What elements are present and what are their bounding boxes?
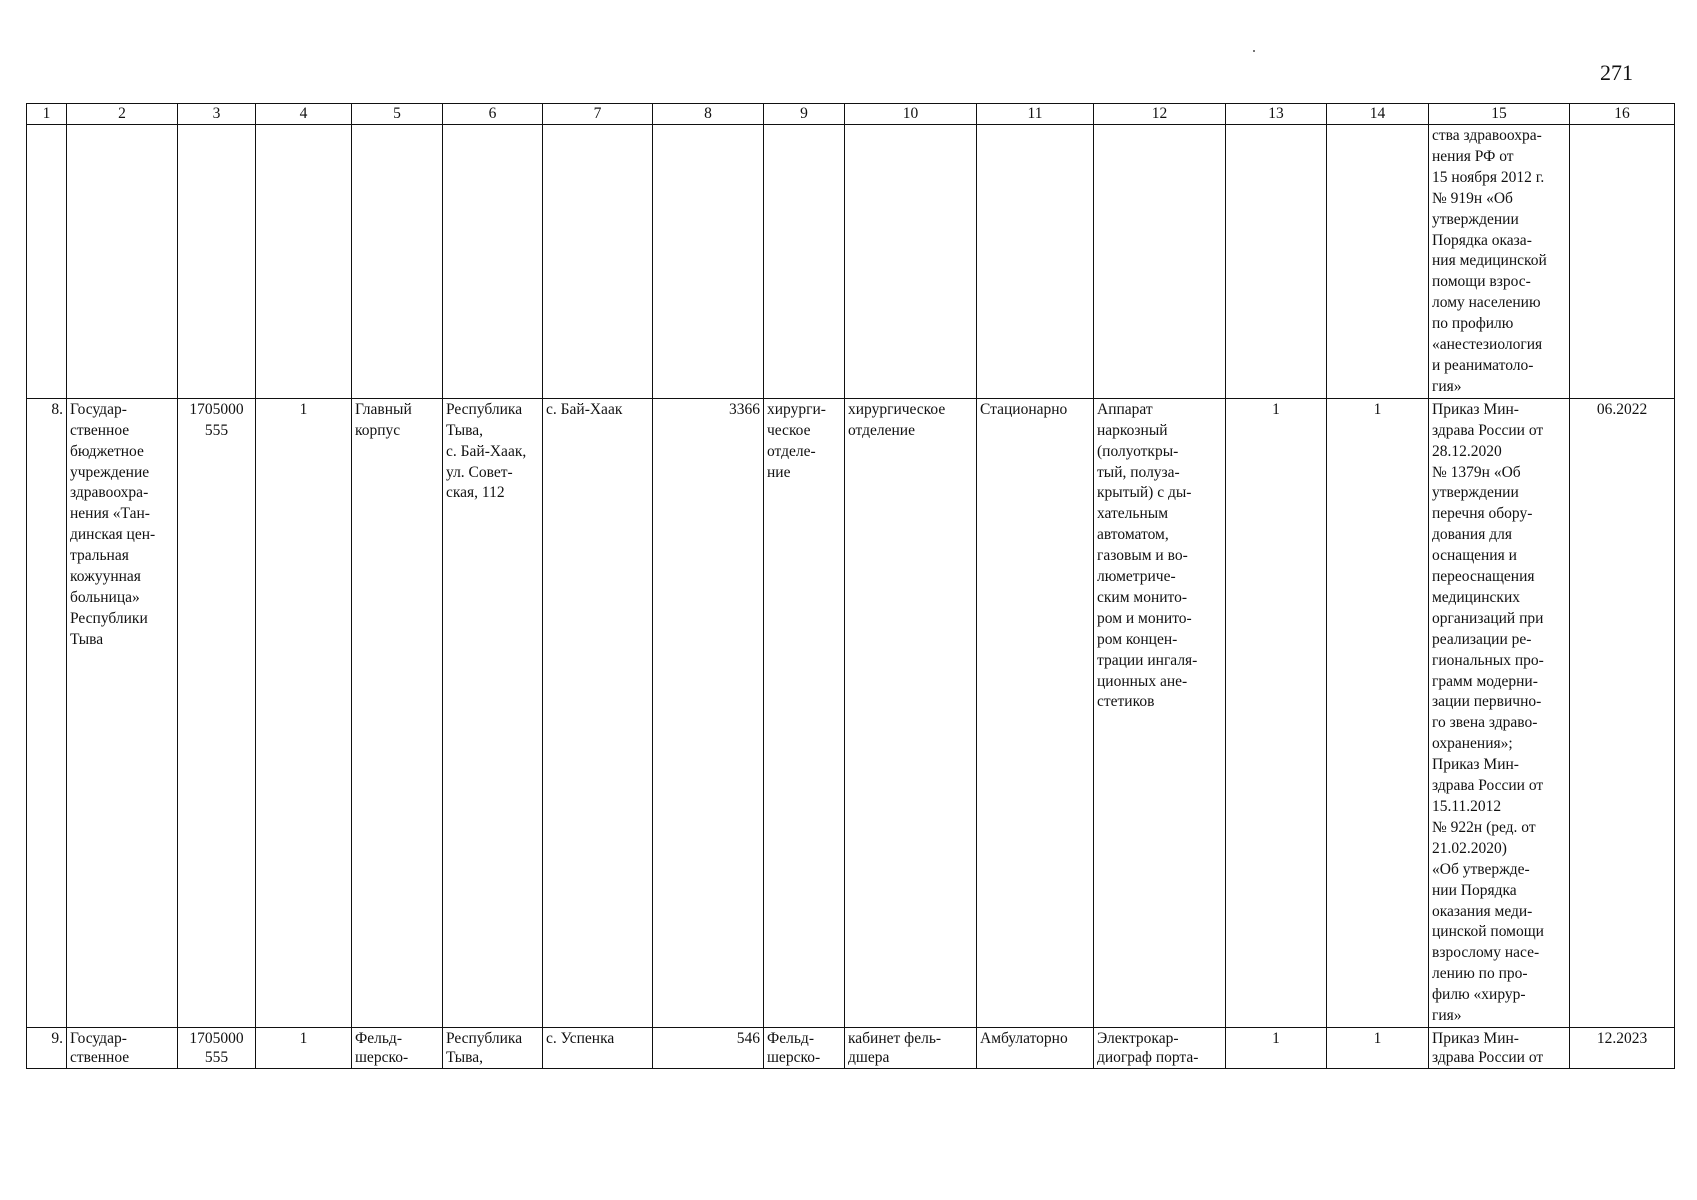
- empty-cell: [977, 125, 1094, 399]
- header-cell: 16: [1570, 104, 1675, 125]
- empty-cell: [443, 125, 543, 399]
- page-number: 271: [1600, 60, 1633, 85]
- col13-cell: 1: [1226, 398, 1327, 1027]
- empty-cell: [352, 125, 443, 399]
- header-cell: 5: [352, 104, 443, 125]
- unit-cell: хирургическое отделение: [845, 398, 977, 1027]
- code-cell: 1705000 555: [178, 398, 256, 1027]
- empty-cell: [1226, 125, 1327, 399]
- col4-cell: 1: [256, 398, 352, 1027]
- equipment-cell: Электрокар- диограф порта-: [1094, 1027, 1226, 1068]
- col8-cell: 546: [653, 1027, 764, 1068]
- empty-cell: [543, 125, 653, 399]
- basis-cell: ства здравоохра- нения РФ от 15 ноября 2012 г. № 919н «Об утверждении Порядка оказа- ния медицинской помощи взрос- лому населению по профилю «анестезиология и реаниматоло- гия»: [1429, 125, 1570, 399]
- address-cell: Республика Тыва,: [443, 1027, 543, 1068]
- organization-cell: Государ- ственное бюджетное учреждение здравоохра- нения «Тан- динская цен- тральная кожуунная больница» Республики Тыва: [67, 398, 178, 1027]
- address-cell: Республика Тыва, с. Бай-Хаак, ул. Совет- ская, 112: [443, 398, 543, 1027]
- row-number: 8.: [27, 398, 67, 1027]
- empty-cell: [764, 125, 845, 399]
- unit-cell: кабинет фель- дшера: [845, 1027, 977, 1068]
- col8-cell: 3366: [653, 398, 764, 1027]
- empty-cell: [256, 125, 352, 399]
- department-cell: Фельд- шерско-: [764, 1027, 845, 1068]
- header-cell: 11: [977, 104, 1094, 125]
- header-cell: 10: [845, 104, 977, 125]
- empty-cell: [1094, 125, 1226, 399]
- locality-cell: с. Бай-Хаак: [543, 398, 653, 1027]
- row-number: 9.: [27, 1027, 67, 1068]
- empty-cell: [653, 125, 764, 399]
- header-cell: 14: [1327, 104, 1429, 125]
- header-cell: 8: [653, 104, 764, 125]
- col13-cell: 1: [1226, 1027, 1327, 1068]
- building-cell: Фельд- шерско-: [352, 1027, 443, 1068]
- care-type-cell: Амбулаторно: [977, 1027, 1094, 1068]
- date-cell: 12.2023: [1570, 1027, 1675, 1068]
- header-cell: 15: [1429, 104, 1570, 125]
- header-cell: 12: [1094, 104, 1226, 125]
- care-type-cell: Стационарно: [977, 398, 1094, 1027]
- col14-cell: 1: [1327, 398, 1429, 1027]
- empty-cell: [845, 125, 977, 399]
- header-cell: 13: [1226, 104, 1327, 125]
- empty-cell: [1327, 125, 1429, 399]
- basis-cell: Приказ Мин- здрава России от: [1429, 1027, 1570, 1068]
- organization-cell: Государ- ственное: [67, 1027, 178, 1068]
- empty-cell: [1570, 125, 1675, 399]
- date-cell: 06.2022: [1570, 398, 1675, 1027]
- table-row: [27, 1027, 1675, 1068]
- header-cell: 9: [764, 104, 845, 125]
- scan-speck: [1253, 50, 1255, 52]
- col14-cell: 1: [1327, 1027, 1429, 1068]
- building-cell: Главный корпус: [352, 398, 443, 1027]
- header-cell: 3: [178, 104, 256, 125]
- header-cell: 6: [443, 104, 543, 125]
- code-cell: 1705000 555: [178, 1027, 256, 1068]
- basis-cell: Приказ Мин- здрава России от 28.12.2020 № 1379н «Об утверждении перечня обору- дования для оснащения и переоснащения медицинских организаций при реализации ре- гиональных про- грамм модерни- зации первично- го звена здраво- охранения»; Приказ Мин- здрава России от 15.11.2012 № 922н (ред. от 21.02.2020) «Об утвержде- нии Порядка оказания меди- цинской помощи взрослому насе- лению по про- филю «хирур- гия»: [1429, 398, 1570, 1027]
- column-number-row: [27, 104, 1675, 125]
- table-row: [27, 398, 1675, 1027]
- header-cell: 2: [67, 104, 178, 125]
- empty-cell: [67, 125, 178, 399]
- department-cell: хирурги- ческое отделе- ние: [764, 398, 845, 1027]
- empty-cell: [27, 125, 67, 399]
- locality-cell: с. Успенка: [543, 1027, 653, 1068]
- equipment-table: [26, 103, 1675, 1069]
- header-cell: 7: [543, 104, 653, 125]
- continuation-row: [27, 125, 1675, 399]
- header-cell: 4: [256, 104, 352, 125]
- col4-cell: 1: [256, 1027, 352, 1068]
- empty-cell: [178, 125, 256, 399]
- equipment-cell: Аппарат наркозный (полуоткры- тый, полуза- крытый) с ды- хательным автоматом, газовым и во- люметриче- ским монито- ром и монито- ром концен- трации ингаля- ционных ане- стетиков: [1094, 398, 1226, 1027]
- header-cell: 1: [27, 104, 67, 125]
